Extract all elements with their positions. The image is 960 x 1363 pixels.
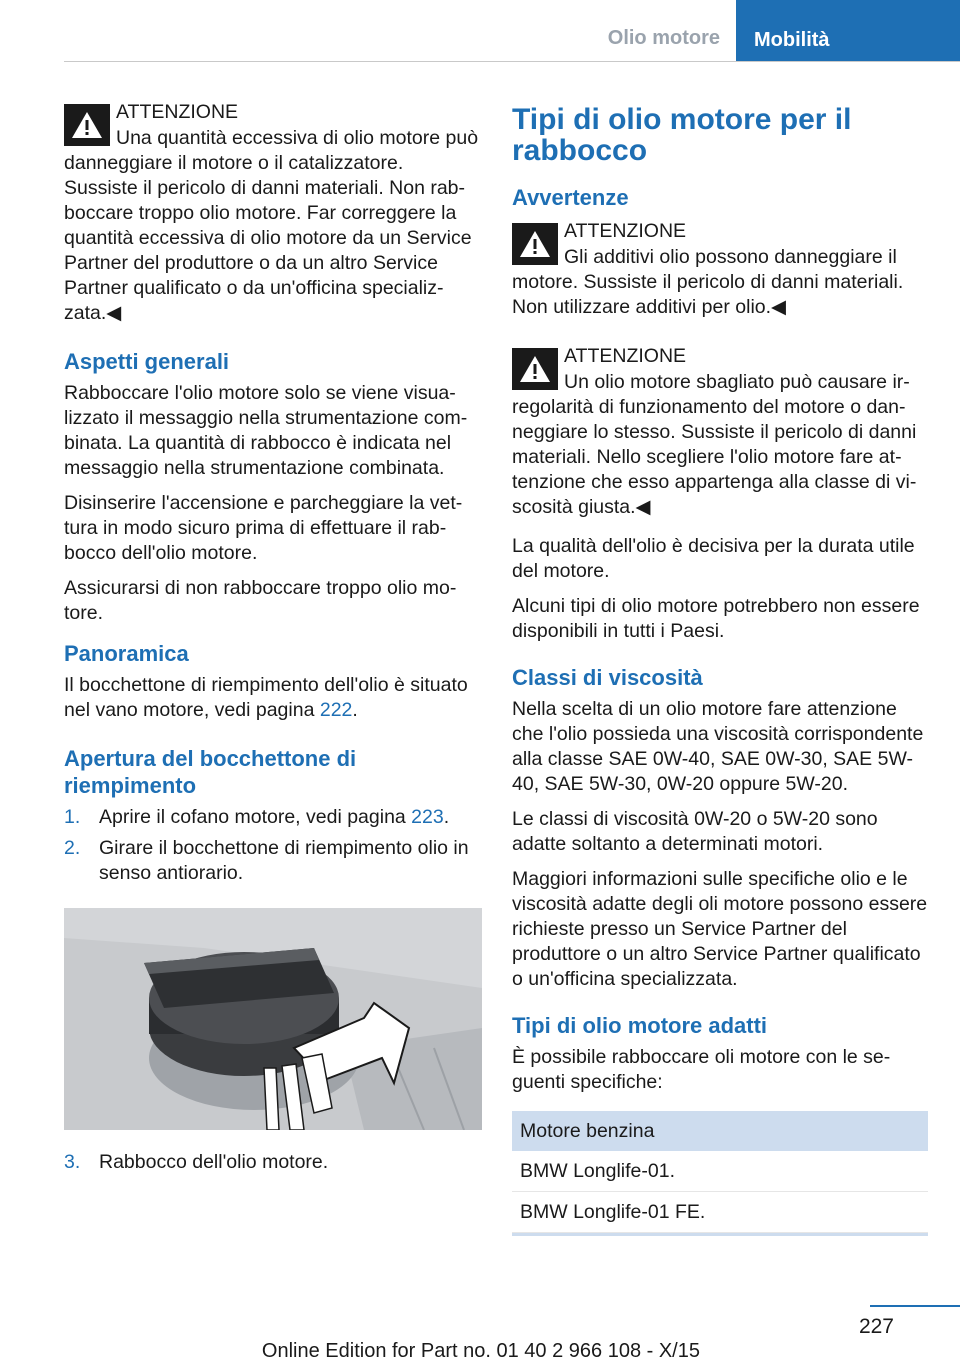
oil-filler-cap-illustration — [64, 908, 482, 1130]
warning-text: Una quantità eccessiva di olio motore può danneggiare il motore o il catalizzatore. Sussiste il pericolo di danni materiali. Non rabboccare troppo olio motore. Far correggere la quantità eccessiva di olio motore da un Service Partner del produttore o da un altro Service Partner qualificato o da un'officina specializzata.◀ — [64, 127, 479, 324]
paragraph: La qualità dell'olio è decisiva per la durata utile del motore. — [512, 535, 915, 582]
table-header-cell: Motore benzina — [512, 1111, 928, 1151]
paragraph: Nella scelta di un olio motore fare attenzione che l'olio possieda una viscosità corrispondente alla classe SAE 0W-40, SAE 0W-30, SAE 5W-40, SAE 5W-30, 0W-20 oppure 5W-20. — [512, 698, 924, 795]
warning-title: ATTENZIONE — [116, 101, 239, 123]
list-item — [64, 836, 482, 886]
warning-block — [64, 98, 482, 326]
warning-block — [512, 342, 928, 520]
list-item — [64, 805, 482, 830]
step-text: Aprire il cofano motore, vedi pagina — [99, 806, 412, 828]
warning-triangle-icon — [64, 104, 110, 146]
section-heading-avvertenze: Avvertenze — [512, 185, 629, 210]
step-number: 2. — [64, 837, 81, 859]
table-bottom-rule — [512, 1233, 928, 1236]
warning-title: ATTENZIONE — [564, 220, 687, 242]
punctuation: . — [443, 806, 450, 828]
paragraph: Maggiori informazioni sulle specifiche olio e le viscosità adatte degli oli motore possono essere richieste presso un Service Partner del produttore o un altro Service Partner qualificato o un'officina specializzata. — [512, 868, 928, 990]
warning-title: ATTENZIONE — [564, 345, 687, 367]
step-text: Girare il bocchettone di riempimento olio in senso antiorario. — [99, 837, 469, 884]
table-cell: BMW Longlife-01. — [512, 1151, 928, 1192]
steps-list-continued — [64, 1150, 482, 1175]
warning-block — [512, 217, 928, 320]
step-number: 3. — [64, 1151, 81, 1173]
footer-divider — [0, 1305, 960, 1306]
table-row — [512, 1151, 928, 1192]
warning-text: Un olio motore sbagliato può causare irregolarità di funzionamento del motore o danneggiare lo stesso. Sussiste il pericolo di danni materiali. Nello scegliere l'olio motore fare attenzione che esso appartenga alla classe di viscosità giusta.◀ — [512, 371, 917, 518]
paragraph: Le classi di viscosità 0W-20 o 5W-20 sono adatte soltanto a determinati motori. — [512, 808, 878, 855]
punctuation: . — [352, 699, 358, 721]
page-link-222[interactable]: 222 — [319, 699, 353, 721]
paragraph — [64, 673, 482, 723]
warning-triangle-icon — [512, 348, 558, 390]
warning-triangle-icon — [512, 223, 558, 265]
step-text: Rabbocco dell'olio motore. — [99, 1151, 329, 1173]
list-item — [64, 1150, 482, 1175]
oil-spec-table — [512, 1111, 928, 1233]
page-title: Tipi di olio motore per il rabbocco — [512, 103, 852, 167]
page-header — [0, 0, 960, 62]
illustration-svg — [64, 908, 482, 1130]
page-link-223[interactable]: 223 — [411, 806, 444, 828]
chapter-tab[interactable]: Mobilità — [736, 0, 960, 62]
table-row — [512, 1192, 928, 1233]
section-heading-apertura: Apertura del bocchettone di riempimento — [64, 746, 357, 798]
section-tab[interactable]: Olio motore — [607, 27, 720, 49]
paragraph: Alcuni tipi di olio motore potrebbero non essere disponibili in tutti i Paesi. — [512, 595, 920, 642]
left-column — [64, 98, 482, 1185]
header-divider — [64, 61, 960, 62]
paragraph: Rabboccare l'olio motore solo se viene visualizzato il messaggio nella strumentazione combinata. La quantità di rabbocco è indicata nel messaggio nella strumentazione combinata. — [64, 382, 468, 479]
paragraph-text: Il bocchettone di riempimento dell'olio è situato nel vano motore, vedi pagina — [64, 674, 468, 721]
section-heading-panoramica: Panoramica — [64, 641, 189, 666]
table-cell: BMW Longlife-01 FE. — [512, 1192, 928, 1233]
edition-footer: Online Edition for Part no. 01 40 2 966 108 - X/15 — [261, 1340, 700, 1362]
section-heading-adatti: Tipi di olio motore adatti — [512, 1013, 768, 1038]
paragraph: Assicurarsi di non rabboccare troppo olio motore. — [64, 577, 457, 624]
paragraph: Disinserire l'accensione e parcheggiare la vettura in modo sicuro prima di effettuare il rabbocco dell'olio motore. — [64, 492, 463, 564]
warning-text: Gli additivi olio possono danneggiare il motore. Sussiste il pericolo di danni materiali. Non utilizzare additivi per olio.◀ — [512, 246, 904, 318]
right-column — [512, 98, 928, 1236]
section-heading-aspetti: Aspetti generali — [64, 349, 230, 374]
steps-list — [64, 805, 482, 886]
table-header-row — [512, 1111, 928, 1151]
step-number: 1. — [64, 806, 81, 828]
paragraph: È possibile rabboccare oli motore con le seguenti specifiche: — [512, 1046, 891, 1093]
page-number: 227 — [858, 1315, 894, 1338]
section-heading-classi: Classi di viscosità — [512, 665, 703, 690]
footer-accent-bar — [870, 1305, 960, 1307]
